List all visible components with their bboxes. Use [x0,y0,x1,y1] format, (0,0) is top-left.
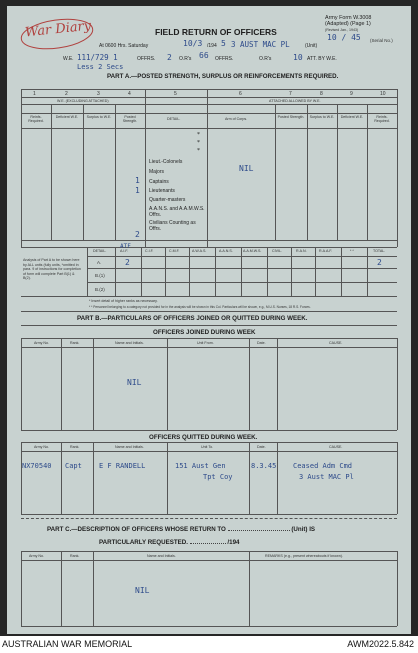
part-a-title: PART A.—POSTED STRENGTH, SURPLUS OR REINFORCEMENTS REQUIRED. [107,73,339,80]
part-b-title: PART B.—PARTICULARS OF OFFICERS JOINED OR QUITTED DURING WEEK. [77,315,308,322]
header-deficient-right: Deficient W.E. [340,115,364,119]
posted-captains: 1 [135,176,140,185]
avail-header-cmf: C.M.F. [169,249,180,253]
unit-value: 3 AUST MAC PL [231,40,290,49]
header-surplus-left: Surplus to W.E. [86,115,112,119]
quitted-header-cause: CAUSE. [329,445,343,449]
less-note: Less 2 Secs [77,63,124,71]
rank-lieut-colonels: Lieut.-Colonels [149,159,183,165]
form-sheet [7,6,411,634]
we-value: 111/729 1 [77,53,118,62]
rank-aans-aamws: A.A.N.S. and A.A.M.W.S. Offrs. [149,206,205,218]
footer-right-id: AWM2022.5.842 [347,639,414,649]
part-c-header-army-no: Army No. [29,554,44,558]
year-value: 5 [221,39,226,48]
mark-2: * [197,140,200,146]
serial-value: 10 / 45 [327,33,361,42]
avail-header-total: TOTAL. [373,249,386,253]
unit-label: (Unit) [305,43,318,49]
col-number-1: 1 [33,91,36,97]
rank-civilians: Civilians Counting as Offrs. [149,220,196,232]
right-group-label: ATTACHED ALLOWED BY W.E. [269,99,321,103]
joined-header-cause: CAUSE. [329,341,343,345]
total-posted: 2 [135,230,140,239]
quitted-date: 8.3.45 [251,462,277,470]
col-number-4: 4 [128,91,131,97]
avail-header-aif: A.I.F. [120,249,129,253]
handwritten-note: War Diary [24,18,92,41]
quitted-header-army-no: Army No. [34,445,49,449]
col-number-10: 10 [380,91,386,97]
footer-left-credit: AUSTRALIAN WAR MEMORIAL [2,639,133,649]
quitted-name: E F RANDELL [99,462,146,470]
avail-a-aif: 2 [125,258,130,267]
analysis-note: Analysis of Part A to be shown here by ALL units (fully units, *omitted in para. 9 of instructions for completion of form will complete Part B(1) & B(2). [23,258,81,281]
avail-header-aans: A.A.N.S. [219,249,233,253]
posted-lieutenants: 1 [135,186,140,195]
avail-header-ran: R.A.N. [296,249,307,253]
offrs-label: OFFRS. [137,56,156,62]
footnote-1: * Insert detail of higher ranks as necessary. [89,299,158,303]
part-c-value: NIL [135,586,150,595]
ors-label-2: O.R's [259,56,272,62]
red-circle-mark [17,16,97,52]
quitted-unit-to: 151 Aust Gen [175,462,226,470]
quitted-header-name: Name and Initials. [115,445,144,449]
rank-captains: Captains [149,179,169,185]
rank-lieutenants: Lieutenants [149,188,175,194]
part-c-header-name: Name and Initials. [147,554,176,558]
part-c-title-line2: PARTICULARLY REQUESTED. /194 [99,539,240,546]
col-number-7: 7 [289,91,292,97]
at-line: At 0600 Hrs. Saturday [99,43,149,49]
part-c-header-rank: Rank. [70,554,80,558]
date-value: 10/3 [183,39,203,48]
avail-row-a: A. [97,260,102,265]
att-offrs-value: 10 [293,53,303,62]
part-c-header-remarks: REMARKS (e.g., present whereabouts if known). [265,554,343,558]
joined-header-unit: Unit From. [197,341,214,345]
left-group-label: W.E. (EXCLUDING ATTACHED) [57,99,109,103]
quitted-army-no: NX70540 [22,462,52,470]
avail-header-civil: CIVIL. [272,249,282,253]
col-number-9: 9 [350,91,353,97]
aif-stamp: ATF [120,243,131,250]
avail-header-other: * * [350,249,354,253]
ors-label: O.R's [179,56,192,62]
we-label: W.E. [63,56,74,62]
att-offrs-label: OFFRS. [215,56,234,62]
header-posted-left: Posted Strength. [122,115,138,123]
quitted-cause-2: 3 Aust MAC Pl [299,473,354,481]
att-label: ATT. BY W.E. [307,56,337,62]
offrs-value: 2 [167,53,172,62]
col-number-6: 6 [239,91,242,97]
quitted-header-rank: Rank. [70,445,80,449]
header-surplus-right: Surplus to W.E. [309,115,335,119]
footer-bar [0,636,418,653]
ors-value: 66 [199,51,209,60]
rank-majors: Majors [149,169,165,175]
joined-title: OFFICERS JOINED DURING WEEK [153,329,256,336]
quitted-unit-to-2: Tpt Coy [203,473,233,481]
header-arm: Arm of Corps. [225,117,248,121]
arm-value: NIL [239,164,254,173]
avail-header-detail: DETAIL. [93,249,107,253]
header-reinfs-right: Reinfs. Required. [374,115,390,123]
quitted-title: OFFICERS QUITTED DURING WEEK. [149,434,258,441]
avail-header-awas: A.W.A.S. [192,249,207,253]
header-posted-right: Posted Strength. [277,115,305,119]
avail-header-aamws: A.A.M.W.S. [243,249,262,253]
header-detail: DETAIL. [167,117,181,121]
mark-3: * [197,148,200,154]
footnote-2: * * Personnel belonging to a category not provided for in the analysis will be shown in this Col. Particulars will be shown, e.g., M.U.S. Nurses, 18 R.S. Forces. [89,305,311,309]
quitted-header-unit: Unit To. [201,445,214,449]
quitted-rank: Capt [65,462,82,470]
header-reinfs-left: Reinfs. Required. [28,115,44,123]
col-number-5: 5 [174,91,177,97]
avail-a-total: 2 [377,258,382,267]
year-prefix: /194 [207,43,217,49]
quitted-header-date: Date. [257,445,266,449]
quitted-cause: Ceased Adm Cmd [293,462,353,470]
avail-header-raaf: R.A.A.F. [319,249,333,253]
rank-quarter-masters: Quarter-masters [149,197,186,203]
joined-header-rank: Rank. [70,341,80,345]
col-number-2: 2 [65,91,68,97]
joined-value: NIL [127,378,142,387]
serial-label: (Serial No.) [370,38,393,43]
mark-1: * [197,132,200,138]
joined-header-date: Date. [257,341,266,345]
part-c-title: PART C.—DESCRIPTION OF OFFICERS WHOSE RETURN TO (Unit) IS [47,526,316,533]
form-title: FIELD RETURN OF OFFICERS [155,27,277,37]
avail-header-cif: C.I.F. [145,249,154,253]
avail-row-b2: B.(2) [95,287,105,292]
joined-header-name: Name and Initials. [115,341,144,345]
form-id: Army Form W.3008 (Adapted) (Page 1) (Revised Jan., 1943) [325,15,372,32]
joined-header-army-no: Army No. [34,341,49,345]
header-deficient-left: Deficient W.E. [55,115,79,119]
col-number-3: 3 [97,91,100,97]
avail-row-b1: B.(1) [95,273,105,278]
col-number-8: 8 [320,91,323,97]
